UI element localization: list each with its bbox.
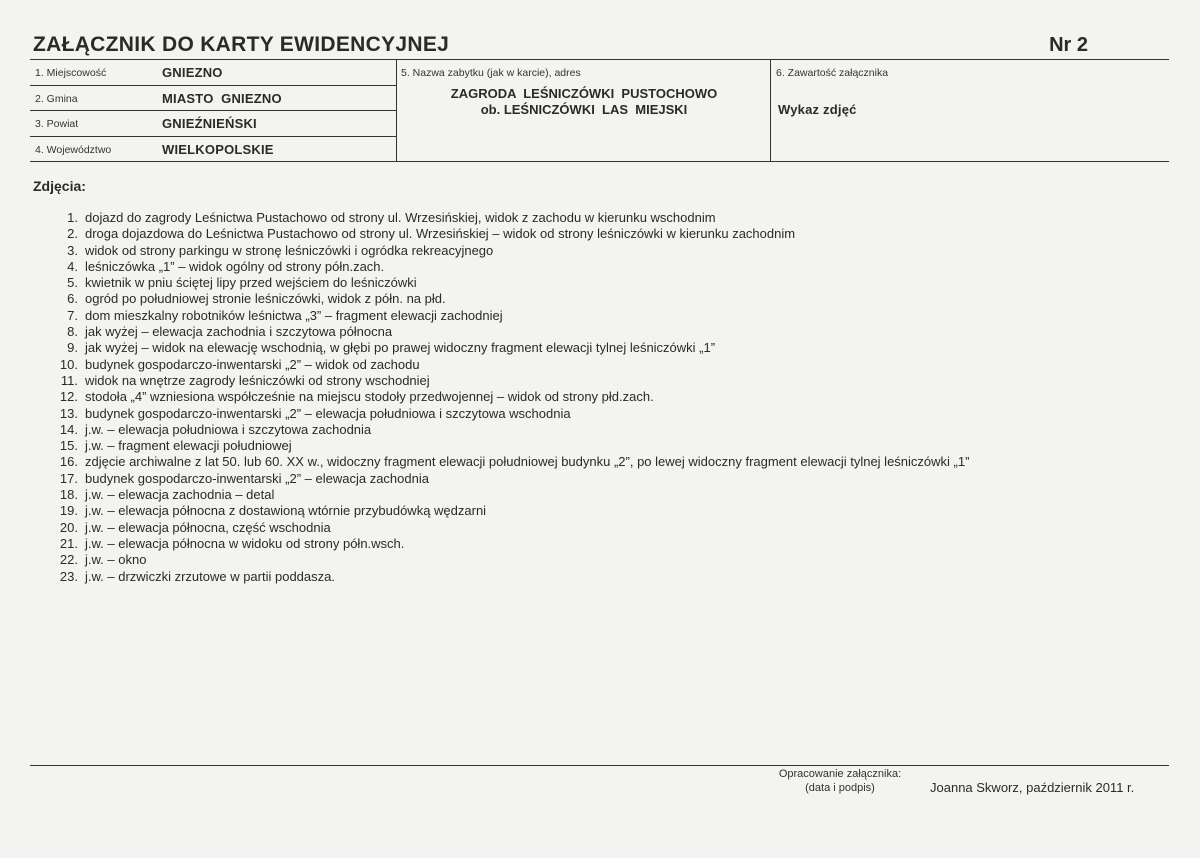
list-item [40, 552, 969, 568]
list-item [40, 210, 969, 226]
list-item [40, 422, 969, 438]
list-item [40, 259, 969, 275]
list-item-text: ogród po południowej stronie leśniczówki, widok z półn. na płd. [85, 291, 446, 307]
list-item-number: 11. [60, 372, 78, 388]
footer-rule [30, 765, 1169, 766]
list-item-text: widok na wnętrze zagrody leśniczówki od strony wschodniej [85, 372, 430, 388]
nazwa-label: 5. Nazwa zabytku (jak w karcie), adres [401, 67, 581, 79]
list-item [40, 471, 969, 487]
header-bottom-rule [30, 161, 1169, 162]
list-item-text: j.w. – elewacja południowa i szczytowa zachodnia [85, 421, 372, 437]
list-item [40, 569, 969, 585]
monument-name-line2: ob. LEŚNICZÓWKI LAS MIEJSKI [480, 102, 688, 117]
list-item-number: 16. [59, 454, 78, 470]
list-item-number: 15. [59, 438, 78, 454]
list-item-number: 7. [67, 307, 78, 323]
list-item [40, 291, 969, 307]
list-item-number: 2. [67, 226, 78, 242]
list-item [40, 373, 969, 389]
wojewodztwo-label: 4. Województwo [35, 144, 112, 156]
powiat-label: 3. Powiat [35, 118, 79, 130]
row-divider-3 [30, 136, 396, 137]
footer-label-line1: Opracowanie załącznika: [778, 768, 902, 780]
list-item-text: j.w. – elewacja północna w widoku od strony półn.wsch. [85, 535, 405, 551]
list-item-text: widok od strony parkingu w stronę leśniczówki i ogródka rekreacyjnego [85, 242, 494, 258]
list-item-text: jak wyżej – widok na elewację wschodnią, w głębi po prawej widoczny fragment elewacji tylnej leśniczówki „1” [85, 340, 716, 356]
attachment-number: Nr 2 [1049, 34, 1088, 56]
photo-list [40, 210, 969, 585]
zawartosc-label: 6. Zawartość załącznika [776, 67, 889, 79]
list-item-text: budynek gospodarczo-inwentarski „2” – widok od zachodu [85, 356, 420, 372]
list-item-number: 13. [59, 405, 78, 421]
list-item [40, 454, 969, 470]
list-item [40, 243, 969, 259]
list-item-text: j.w. – elewacja północna z dostawioną wtórnie przybudówką wędzarni [85, 503, 487, 519]
gmina-value: MIASTO GNIEZNO [162, 91, 282, 106]
row-divider-2 [30, 110, 396, 111]
list-item-text: j.w. – fragment elewacji południowej [85, 438, 292, 454]
miejscowosc-label: 1. Miejscowość [35, 67, 107, 79]
list-item-text: j.w. – okno [85, 552, 147, 568]
gmina-label: 2. Gmina [35, 93, 78, 105]
list-item-number: 20. [59, 519, 78, 535]
list-item-text: dojazd do zagrody Leśnictwa Pustachowo od strony ul. Wrzesińskiej, widok z zachodu w kierunku wschodnim [85, 210, 716, 225]
wojewodztwo-value: WIELKOPOLSKIE [162, 142, 274, 157]
list-item-number: 12. [59, 389, 78, 405]
list-item [40, 536, 969, 552]
list-item [40, 503, 969, 519]
column-divider-2 [770, 59, 771, 161]
list-item [40, 487, 969, 503]
list-item-number: 21. [59, 535, 78, 551]
list-item-text: j.w. – drzwiczki zrzutowe w partii poddasza. [85, 568, 335, 584]
list-item [40, 308, 969, 324]
document-title: ZAŁĄCZNIK DO KARTY EWIDENCYJNEJ [33, 33, 450, 56]
list-item-number: 8. [67, 324, 78, 340]
list-item [40, 324, 969, 340]
list-item-text: jak wyżej – elewacja zachodnia i szczytowa północna [85, 324, 393, 340]
list-item-text: budynek gospodarczo-inwentarski „2” – elewacja południowa i szczytowa wschodnia [85, 405, 571, 421]
list-item-number: 10. [59, 356, 78, 372]
list-item-number: 17. [59, 470, 78, 486]
list-item-number: 4. [67, 258, 78, 274]
row-divider-1 [30, 85, 396, 86]
list-item-number: 18. [59, 487, 78, 503]
list-item-number: 3. [67, 242, 78, 258]
list-item-number: 1. [67, 210, 78, 225]
list-item-text: kwietnik w pniu ściętej lipy przed wejściem do leśniczówki [85, 275, 417, 291]
list-item [40, 226, 969, 242]
list-item [40, 340, 969, 356]
list-item-text: budynek gospodarczo-inwentarski „2” – elewacja zachodnia [85, 470, 429, 486]
footer-label [760, 767, 920, 795]
list-item-text: stodoła „4” wzniesiona współcześnie na miejscu stodoły przedwojennej – widok od strony płd.zach. [85, 389, 654, 405]
list-item-number: 14. [59, 421, 78, 437]
list-item-text: j.w. – elewacja zachodnia – detal [85, 487, 275, 503]
column-divider-1 [396, 59, 397, 161]
list-item-number: 19. [59, 503, 78, 519]
list-item [40, 438, 969, 454]
list-item-text: leśniczówka „1” – widok ogólny od strony półn.zach. [85, 258, 385, 274]
list-item-text: droga dojazdowa do Leśnictwa Pustachowo od strony ul. Wrzesińskiej – widok od strony leśniczówki w kierunku zachodnim [85, 226, 796, 242]
zawartosc-value: Wykaz zdjęć [778, 102, 857, 117]
monument-name-line1: ZAGRODA LEŚNICZÓWKI PUSTOCHOWO [450, 86, 718, 101]
list-item [40, 357, 969, 373]
list-item [40, 389, 969, 405]
list-item [40, 275, 969, 291]
list-item-number: 23. [59, 568, 78, 584]
powiat-value: GNIEŹNIEŃSKI [162, 116, 257, 131]
footer-label-line2: (data i podpis) [805, 782, 875, 794]
list-item-number: 5. [67, 275, 78, 291]
list-item-text: dom mieszkalny robotników leśnictwa „3” – fragment elewacji zachodniej [85, 307, 503, 323]
list-item [40, 406, 969, 422]
list-item-text: zdjęcie archiwalne z lat 50. lub 60. XX w., widoczny fragment elewacji południowej budynku „2”, po lewej widoczny fragment elewacji tylnej leśniczówki „1” [85, 454, 970, 470]
footer-author: Joanna Skworz, październik 2011 r. [930, 780, 1135, 795]
list-item-number: 6. [67, 291, 78, 307]
monument-name [400, 86, 768, 118]
list-item-number: 22. [59, 552, 78, 568]
list-item-number: 9. [67, 340, 78, 356]
photos-heading: Zdjęcia: [33, 178, 86, 194]
top-rule [30, 59, 1169, 60]
miejscowosc-value: GNIEZNO [162, 65, 223, 80]
list-item-text: j.w. – elewacja północna, część wschodnia [85, 519, 331, 535]
list-item [40, 520, 969, 536]
